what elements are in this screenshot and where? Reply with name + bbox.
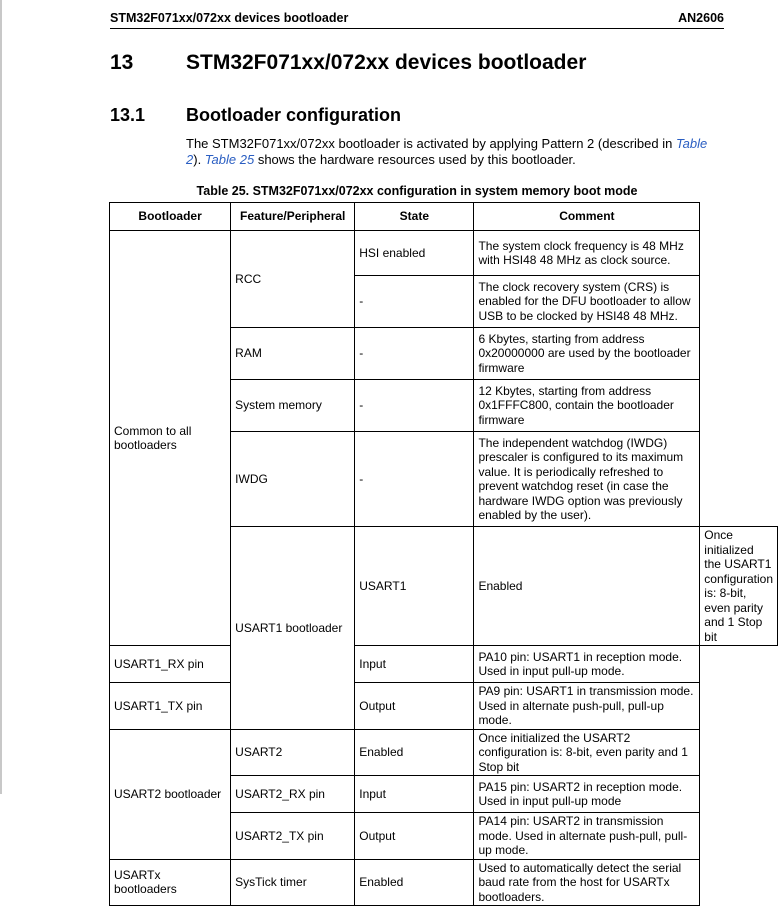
intro-text: ).: [193, 152, 205, 167]
bootloader-cell: Common to all bootloaders: [110, 231, 231, 646]
comment-cell: 12 Kbytes, starting from address 0x1FFFC800, contain the bootloader firmware: [474, 380, 700, 432]
state-cell: Output: [355, 813, 474, 860]
feature-cell: USART1_TX pin: [110, 683, 231, 730]
bootloader-config-table: [109, 202, 778, 906]
table-25-link[interactable]: Table 25: [204, 152, 255, 167]
state-cell: Input: [355, 646, 474, 683]
comment-cell: PA10 pin: USART1 in reception mode. Used in input pull-up mode.: [474, 646, 700, 683]
intro-text: The STM32F071xx/072xx bootloader is activated by applying Pattern 2 (described in: [186, 136, 676, 151]
state-cell: HSI enabled: [355, 231, 474, 276]
header-doc-title: STM32F071xx/072xx devices bootloader: [110, 11, 349, 25]
state-cell: Input: [355, 776, 474, 813]
comment-cell: The independent watchdog (IWDG) prescaler is configured to its maximum value. It is periodically refreshed to prevent watchdog reset (in case the hardware IWDG option was previously enabled by the user).: [474, 432, 700, 527]
bootloader-cell: USART2 bootloader: [110, 729, 231, 859]
table-header-row: [110, 203, 778, 231]
state-cell: Enabled: [474, 527, 700, 646]
state-cell: -: [355, 328, 474, 380]
table-row: [110, 683, 778, 730]
column-header: Feature/Peripheral: [231, 203, 355, 231]
state-cell: -: [355, 432, 474, 527]
page-left-edge: [0, 0, 2, 794]
feature-cell: USART1_RX pin: [110, 646, 231, 683]
table-row: [110, 646, 778, 683]
feature-cell: RAM: [231, 328, 355, 380]
table-row: [110, 231, 778, 276]
table-caption: Table 25. STM32F071xx/072xx configuration in system memory boot mode: [196, 184, 638, 198]
intro-text: shows the hardware resources used by this bootloader.: [254, 152, 576, 167]
state-cell: Output: [355, 683, 474, 730]
subsection-number: 13.1: [110, 105, 146, 125]
column-header: Comment: [474, 203, 700, 231]
section-number: 13: [110, 51, 134, 74]
comment-cell: Once initialized the USART1 configuration is: 8-bit, even parity and 1 Stop bit: [700, 527, 778, 646]
comment-cell: PA15 pin: USART2 in reception mode. Used in input pull-up mode: [474, 776, 700, 813]
feature-cell: USART1: [355, 527, 474, 646]
state-cell: -: [355, 276, 474, 328]
feature-cell: SysTick timer: [231, 859, 355, 906]
state-cell: Enabled: [355, 859, 474, 906]
comment-cell: PA14 pin: USART2 in transmission mode. Used in alternate push-pull, pull-up mode.: [474, 813, 700, 860]
state-cell: -: [355, 380, 474, 432]
comment-cell: 6 Kbytes, starting from address 0x20000000 are used by the bootloader firmware: [474, 328, 700, 380]
header-doc-id: AN2606: [678, 11, 724, 25]
bootloader-cell: USARTx bootloaders: [110, 859, 231, 906]
bootloader-cell: USART1 bootloader: [231, 527, 355, 730]
feature-cell: RCC: [231, 231, 355, 328]
subsection-title: Bootloader configuration: [186, 105, 401, 125]
column-header: State: [355, 203, 474, 231]
state-cell: Enabled: [355, 729, 474, 776]
feature-cell: USART2_TX pin: [231, 813, 355, 860]
table-2-link[interactable]: Table 2: [186, 136, 708, 167]
table-row: [110, 729, 778, 776]
comment-cell: The system clock frequency is 48 MHz with HSI48 48 MHz as clock source.: [474, 231, 700, 276]
feature-cell: IWDG: [231, 432, 355, 527]
running-header: [110, 10, 724, 29]
comment-cell: The clock recovery system (CRS) is enabled for the DFU bootloader to allow USB to be clocked by HSI48 48 MHz.: [474, 276, 700, 328]
column-header: Bootloader: [110, 203, 231, 231]
table-row: [110, 859, 778, 906]
comment-cell: PA9 pin: USART1 in transmission mode. Used in alternate push-pull, pull-up mode.: [474, 683, 700, 730]
feature-cell: System memory: [231, 380, 355, 432]
intro-paragraph: [186, 136, 726, 168]
feature-cell: USART2: [231, 729, 355, 776]
comment-cell: Used to automatically detect the serial baud rate from the host for USARTx bootloaders.: [474, 859, 700, 906]
feature-cell: USART2_RX pin: [231, 776, 355, 813]
comment-cell: Once initialized the USART2 configuration is: 8-bit, even parity and 1 Stop bit: [474, 729, 700, 776]
section-title: STM32F071xx/072xx devices bootloader: [186, 51, 587, 74]
